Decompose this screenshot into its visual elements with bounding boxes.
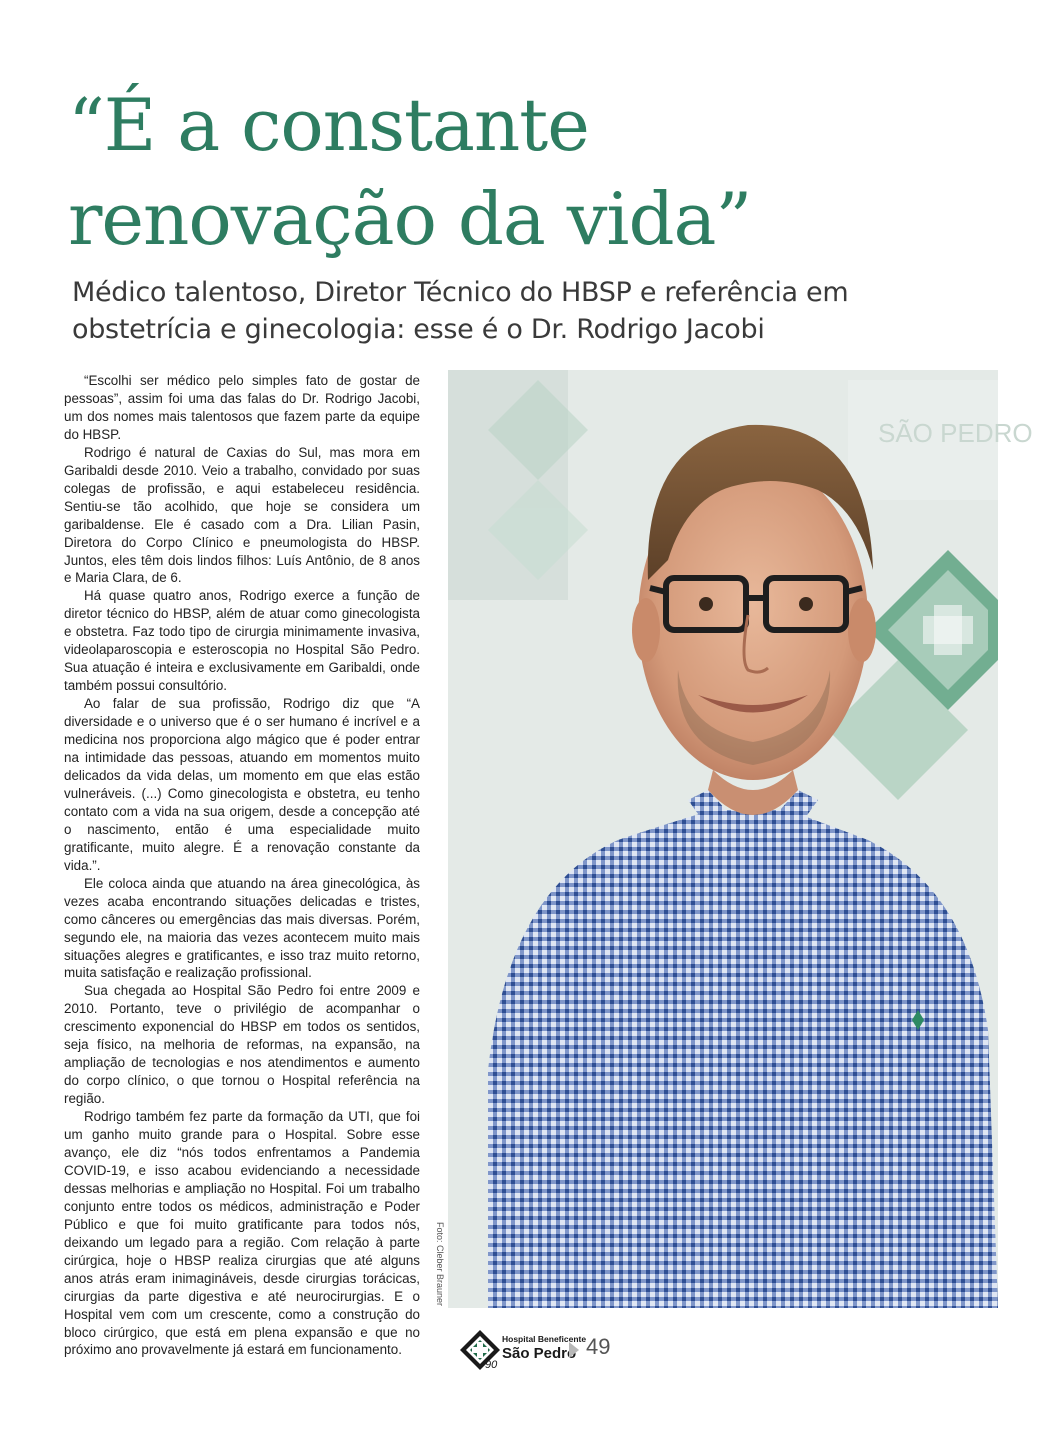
paragraph-4: Ao falar de sua profissão, Rodrigo diz que “A diversidade e o universo que é o ser humano é incrível e a medicina nos proporciona algo mágico que é poder entrar na intimidade das pessoas, atuando em momentos muito delicados da vida delas, um momento em que elas estão vulneráveis. (...) Como ginecologista e obstetra, eu tenho contato com a vida na sua origem, desde a concepção até o nascimento, então é uma especialidade muito gratificante, muito alegre. É a renovação constante da vida.”.	[64, 696, 420, 873]
logo-top-text: Hospital Beneficente	[502, 1334, 587, 1344]
paragraph-6: Sua chegada ao Hospital São Pedro foi entre 2009 e 2010. Portanto, teve o privilégio de acompanhar o crescimento exponencial do HBSP em todos os sentidos, seja físico, na melhoria de reformas, na expansão, na ampliação de tecnologias e nos atendimentos e aumento do corpo clínico, o que tornou o Hospital referência na região.	[64, 983, 420, 1107]
headline	[68, 78, 968, 266]
wall-sign-text: SÃO PEDRO	[878, 418, 1033, 448]
portrait-illustration	[448, 370, 1033, 1308]
photo-credit: Foto: Cleber Brauner	[435, 1222, 445, 1307]
footer	[458, 1328, 658, 1372]
article-body	[64, 372, 420, 1359]
paragraph-3: Há quase quatro anos, Rodrigo exerce a função de diretor técnico do HBSP, além de atuar como ginecologista e obstetra. Faz todo tipo de cirurgia minimamente invasiva, videolaparoscopia e esteroscopia no Hospital São Pedro. Sua atuação é inteira e exclusivamente em Garibaldi, onde também possui consultório.	[64, 588, 420, 694]
logo-badge-90: 90	[485, 1359, 498, 1371]
subtitle-line-1: Médico talentoso, Diretor Técnico do HBSP e referência em	[72, 277, 849, 308]
paragraph-7: Rodrigo também fez parte da formação da UTI, que foi um ganho muito grande para o Hospital. Sobre esse avanço, ele diz “nós todos enfrentamos a Pandemia COVID-19, e isso acabou evidenciando a necessidade dessas melhorias e ampliação no Hospital. Foi um trabalho conjunto entre todos os médicos, administração e Poder Público e que foi muito gratificante para todos nós, deixando um legado para a região. Com relação à parte cirúrgica, hoje o HBSP realiza cirurgias que até alguns anos atrás eram inimagináveis, desde cirurgias torácicas, cirurgias da parte digestiva e até neurocirurgias. E o Hospital vem com um crescente, como a construção do bloco cirúrgico, que está em plena expansão e que no próximo ano provavelmente já estará em funcionamento.	[64, 1109, 420, 1358]
paragraph-2: Rodrigo é natural de Caxias do Sul, mas mora em Garibaldi desde 2010. Veio a trabalho, convidado por suas colegas de profissão, e aqui estabeleceu residência. Sentiu-se tão acolhido, que hoje se considera um garibaldense. Ele é casado com a Dra. Lilian Pasin, Diretora do Corpo Clínico e pneumologista do HBSP. Juntos, eles têm dois lindos filhos: Luís Antônio, de 8 anos e Maria Clara, de 6.	[64, 444, 420, 586]
hospital-logo-icon	[458, 1328, 502, 1372]
page-arrow-icon	[569, 1342, 579, 1358]
paragraph-1: “Escolhi ser médico pelo simples fato de gostar de pessoas”, assim foi uma das falas do Dr. Rodrigo Jacobi, um dos nomes mais talentosos que fazem parte da equipe do HBSP.	[64, 373, 420, 442]
portrait-photo	[448, 370, 1033, 1308]
headline-line-2: renovação da vida”	[68, 177, 752, 261]
page-number: 49	[586, 1334, 611, 1359]
shirt	[488, 810, 998, 1308]
subtitle	[72, 274, 992, 348]
paragraph-5: Ele coloca ainda que atuando na área ginecológica, às vezes acaba encontrando situações delicadas e tristes, como cânceres ou emergências das mais diversas. Porém, segundo ele, na maioria das vezes acontecem muito mais situações alegres e gratificantes, e isso traz muito retorno, muita satisfação e realização profissional.	[64, 875, 420, 981]
logo-name-text: São Pedro	[502, 1345, 577, 1362]
subtitle-line-2: obstetrícia e ginecologia: esse é o Dr. Rodrigo Jacobi	[72, 314, 765, 345]
headline-line-1: “É a constante	[68, 83, 589, 167]
